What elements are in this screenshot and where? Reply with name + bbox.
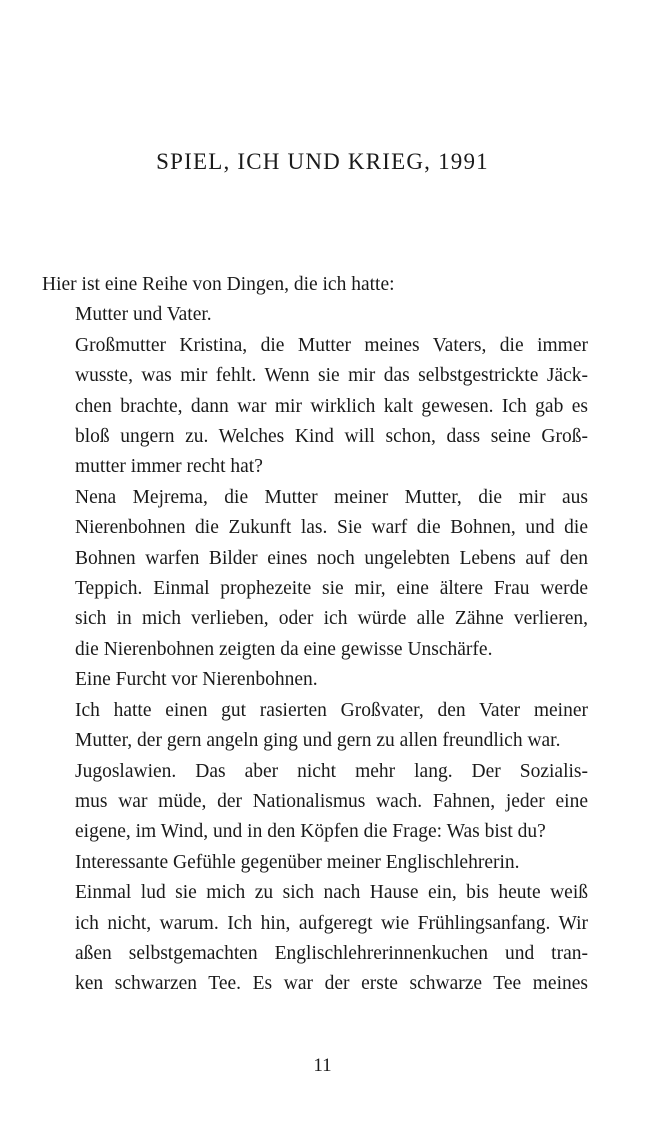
text-line: chen brachte, dann war mir wirklich kalt gewesen. Ich gab es — [75, 395, 588, 417]
body-text — [42, 270, 588, 1000]
text-line: Eine Furcht vor Nierenbohnen. — [75, 669, 318, 691]
text-line: ich nicht, warum. Ich hin, aufgeregt wie Frühlingsanfang. Wir — [75, 912, 588, 934]
text-line: mus war müde, der Nationalismus wach. Fahnen, jeder eine — [75, 790, 588, 812]
text-line: Bohnen warfen Bilder eines noch ungelebten Lebens auf den — [75, 547, 588, 569]
text-line: ken schwarzen Tee. Es war der erste schwarze Tee meines — [75, 973, 588, 995]
text-line: Teppich. Einmal prophezeite sie mir, eine ältere Frau werde — [75, 578, 588, 600]
text-line: bloß ungern zu. Welches Kind will schon, dass seine Groß- — [75, 426, 588, 448]
text-line: Hier ist eine Reihe von Dingen, die ich hatte: — [42, 274, 395, 295]
text-line: wusste, was mir fehlt. Wenn sie mir das selbstgestrickte Jäck- — [75, 365, 588, 387]
paragraph — [42, 270, 588, 300]
text-line: Nena Mejrema, die Mutter meiner Mutter, die mir aus — [75, 486, 588, 508]
text-line: sich in mich verlieben, oder ich würde alle Zähne verlieren, — [75, 608, 588, 630]
paragraph — [42, 848, 588, 878]
text-line: Großmutter Kristina, die Mutter meines Vaters, die immer — [75, 334, 588, 356]
paragraph — [42, 300, 588, 330]
text-line: Mutter und Vater. — [75, 304, 212, 326]
text-line: eigene, im Wind, und in den Köpfen die Frage: Was bist du? — [75, 821, 546, 843]
paragraph — [42, 665, 588, 695]
paragraph — [42, 878, 588, 1000]
text-line: Mutter, der gern angeln ging und gern zu allen freundlich war. — [75, 730, 561, 752]
paragraph — [42, 331, 588, 483]
paragraph — [42, 757, 588, 848]
page-number: 11 — [313, 1055, 332, 1076]
text-line: aßen selbstgemachten Englischlehrerinnenkuchen und tran- — [75, 942, 588, 964]
paragraph — [42, 696, 588, 757]
paragraph — [42, 483, 588, 665]
text-line: Nierenbohnen die Zukunft las. Sie warf die Bohnen, und die — [75, 517, 588, 539]
text-line: Jugoslawien. Das aber nicht mehr lang. Der Sozialis- — [75, 760, 588, 782]
text-line: Ich hatte einen gut rasierten Großvater, den Vater meiner — [75, 699, 588, 721]
text-line: mutter immer recht hat? — [75, 456, 263, 478]
chapter-title: SPIEL, ICH UND KRIEG, 1991 — [156, 149, 489, 174]
text-line: Interessante Gefühle gegenüber meiner Englischlehrerin. — [75, 851, 520, 873]
text-line: Einmal lud sie mich zu sich nach Hause ein, bis heute weiß — [75, 882, 588, 904]
text-line: die Nierenbohnen zeigten da eine gewisse Unschärfe. — [75, 638, 493, 660]
